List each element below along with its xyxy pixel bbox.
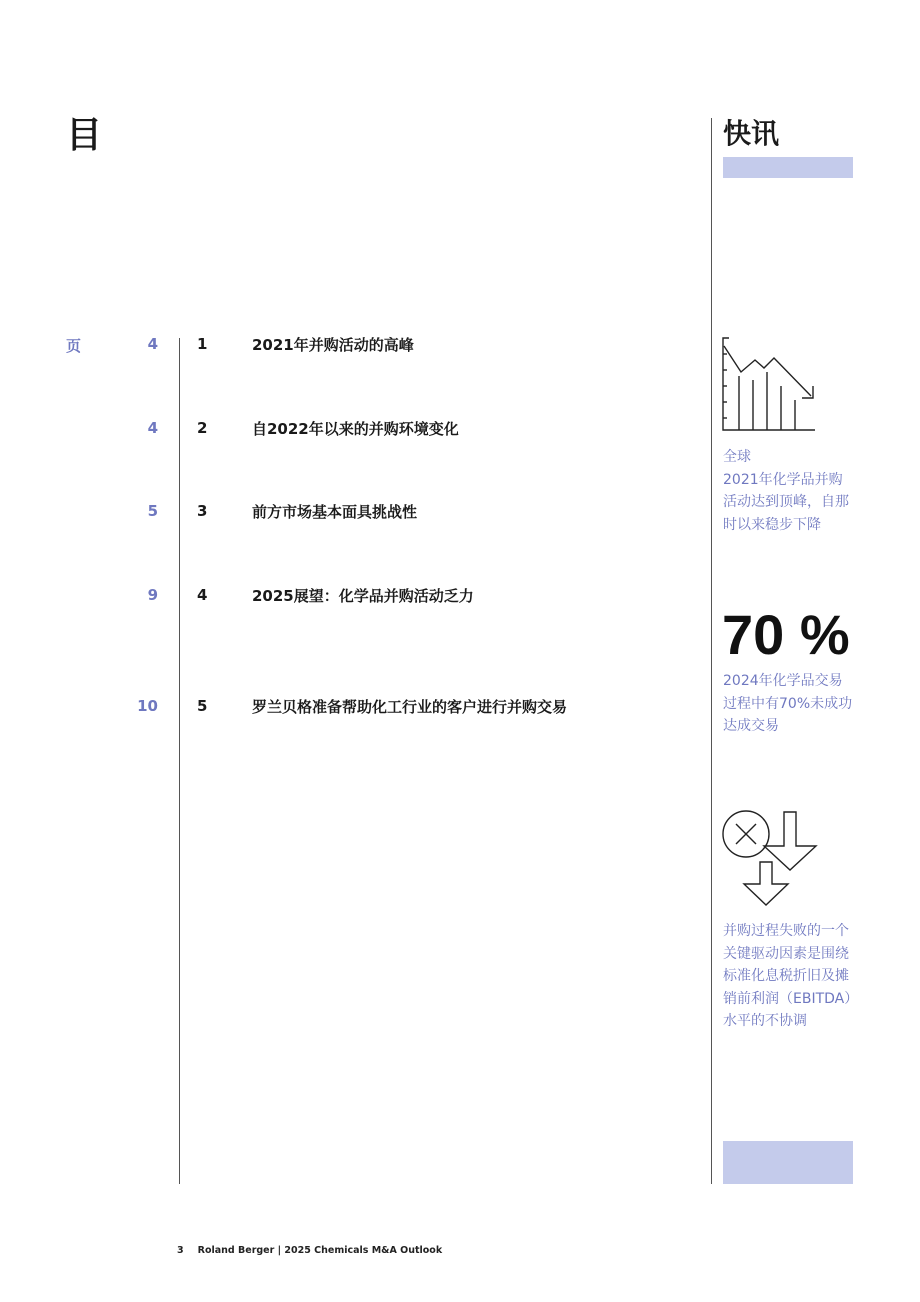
failed-down-arrows-icon bbox=[722, 810, 818, 906]
fact-failed-deals-text: 2024年化学品交易过程中有70%未成功达成交易 bbox=[723, 673, 853, 734]
toc-entry-title[interactable]: 罗兰贝格准备帮助化工行业的客户进行并购交易 bbox=[252, 698, 568, 716]
toc-entry-number: 5 bbox=[197, 697, 208, 715]
publication-name: Roland Berger | 2025 Chemicals M&A Outlook bbox=[197, 1245, 443, 1256]
page-number: 3 bbox=[177, 1245, 184, 1256]
toc-entry-number: 1 bbox=[197, 335, 208, 353]
toc-entry-number: 4 bbox=[197, 586, 208, 604]
toc-entry-page: 4 bbox=[147, 335, 158, 353]
toc-entry-page: 4 bbox=[147, 419, 158, 437]
toc-entry-number: 2 bbox=[197, 419, 208, 437]
toc-entry-title[interactable]: 2021年并购活动的高峰 bbox=[252, 336, 414, 354]
declining-chart-icon bbox=[722, 336, 817, 432]
sidebar-accent-bar-bottom bbox=[723, 1141, 853, 1184]
toc-entry-title[interactable]: 自2022年以来的并购环境变化 bbox=[252, 420, 459, 438]
toc-entry-page: 10 bbox=[137, 697, 158, 715]
sidebar-divider bbox=[711, 118, 712, 1184]
fact-declining-text: 全球 2021年化学品并购活动达到顶峰，自那时以来稳步下降 bbox=[723, 449, 849, 533]
sidebar-title: 快讯 bbox=[723, 117, 780, 150]
toc-entry-title[interactable]: 前方市场基本面具挑战性 bbox=[252, 503, 418, 521]
page-column-label: 页 bbox=[66, 337, 82, 355]
stat-value: 70 % bbox=[722, 603, 850, 666]
toc-divider bbox=[179, 338, 180, 1184]
fact-ebitda-text: 并购过程失败的一个关键驱动因素是围绕标准化息税折旧及摊销前利润（EBITDA）水平的不协调 bbox=[723, 923, 852, 1029]
toc-entry-number: 3 bbox=[197, 502, 208, 520]
page-footer bbox=[177, 1245, 442, 1256]
sidebar-accent-bar-top bbox=[723, 157, 853, 178]
toc-entry-page: 5 bbox=[147, 502, 158, 520]
toc-entry-page: 9 bbox=[147, 586, 158, 604]
toc-entry-title[interactable]: 2025展望：化学品并购活动乏力 bbox=[252, 587, 474, 605]
toc-title: 目 bbox=[66, 115, 103, 156]
